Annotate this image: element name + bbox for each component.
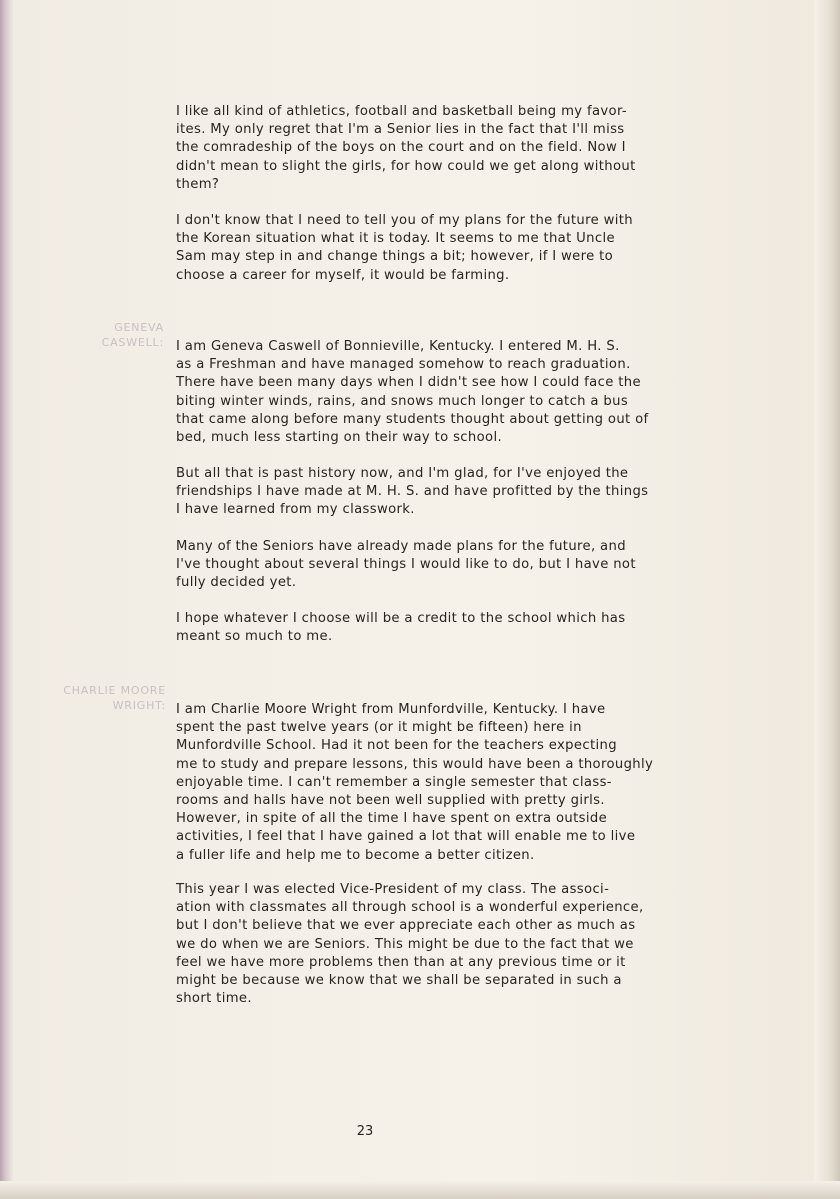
page-edge-right (814, 0, 840, 1199)
paragraph: I hope whatever I choose will be a credit to the school which has meant so much to me. (176, 611, 626, 645)
student-name-label: GENEVA CASWELL: (101, 321, 164, 349)
paragraph: I am Charlie Moore Wright from Munfordville, Kentucky. I have spent the past twelve years (or it might be fifteen) here in Munfordville School. Had it not been for the teachers expecting me to study and prepare lessons, this would have been a thoroughly enjoyable time. I can't remember a single semester that class- rooms and halls have not been well supplied with pretty girls. However, in spite of all the time I have spent on extra outside activities, I feel that I have gained a lot that will enable me to live a fuller life and help me to become a better citizen. (176, 702, 654, 863)
paragraph: I don't know that I need to tell you of my plans for the future with the Korean situation what it is today. It seems to me that Uncle Sam may step in and change things a bit; however, if I were to choose a career for myself, it would be farming. (176, 213, 633, 283)
paragraph: But all that is past history now, and I'm glad, for I've enjoyed the friendships I have made at M. H. S. and have profitted by the things I have learned from my classwork. (176, 466, 649, 518)
page-number: 23 (356, 1124, 374, 1139)
paragraph: This year I was elected Vice-President of my class. The associ- ation with classmates all through school is a wonderful experience, but I don't believe that we ever appreciate each other as much as we do when we are Seniors. This might be due to the fact that we feel we have more problems then than at any previous time or it might be because we know that we shall be separated in such a short time. (176, 882, 644, 1007)
paragraph: I like all kind of athletics, football and basketball being my favor- ites. My only regret that I'm a Senior lies in the fact that I'll miss the comradeship of the boys on the court and on the field. Now I didn't mean to slight the girls, for how could we get along without them? (176, 104, 636, 192)
paragraph: I am Geneva Caswell of Bonnieville, Kentucky. I entered M. H. S. as a Freshman and have managed somehow to reach graduation. There have been many days when I didn't see how I could face the biting winter winds, rains, and snows much longer to catch a bus that came along before many students thought about getting out of bed, much less starting on their way to school. (176, 339, 649, 446)
page-edge-bottom (0, 1181, 840, 1199)
student-name-label: CHARLIE MOORE WRIGHT: (63, 684, 166, 712)
paragraph: Many of the Seniors have already made plans for the future, and I've thought about several things I would like to do, but I have not fully decided yet. (176, 539, 636, 591)
